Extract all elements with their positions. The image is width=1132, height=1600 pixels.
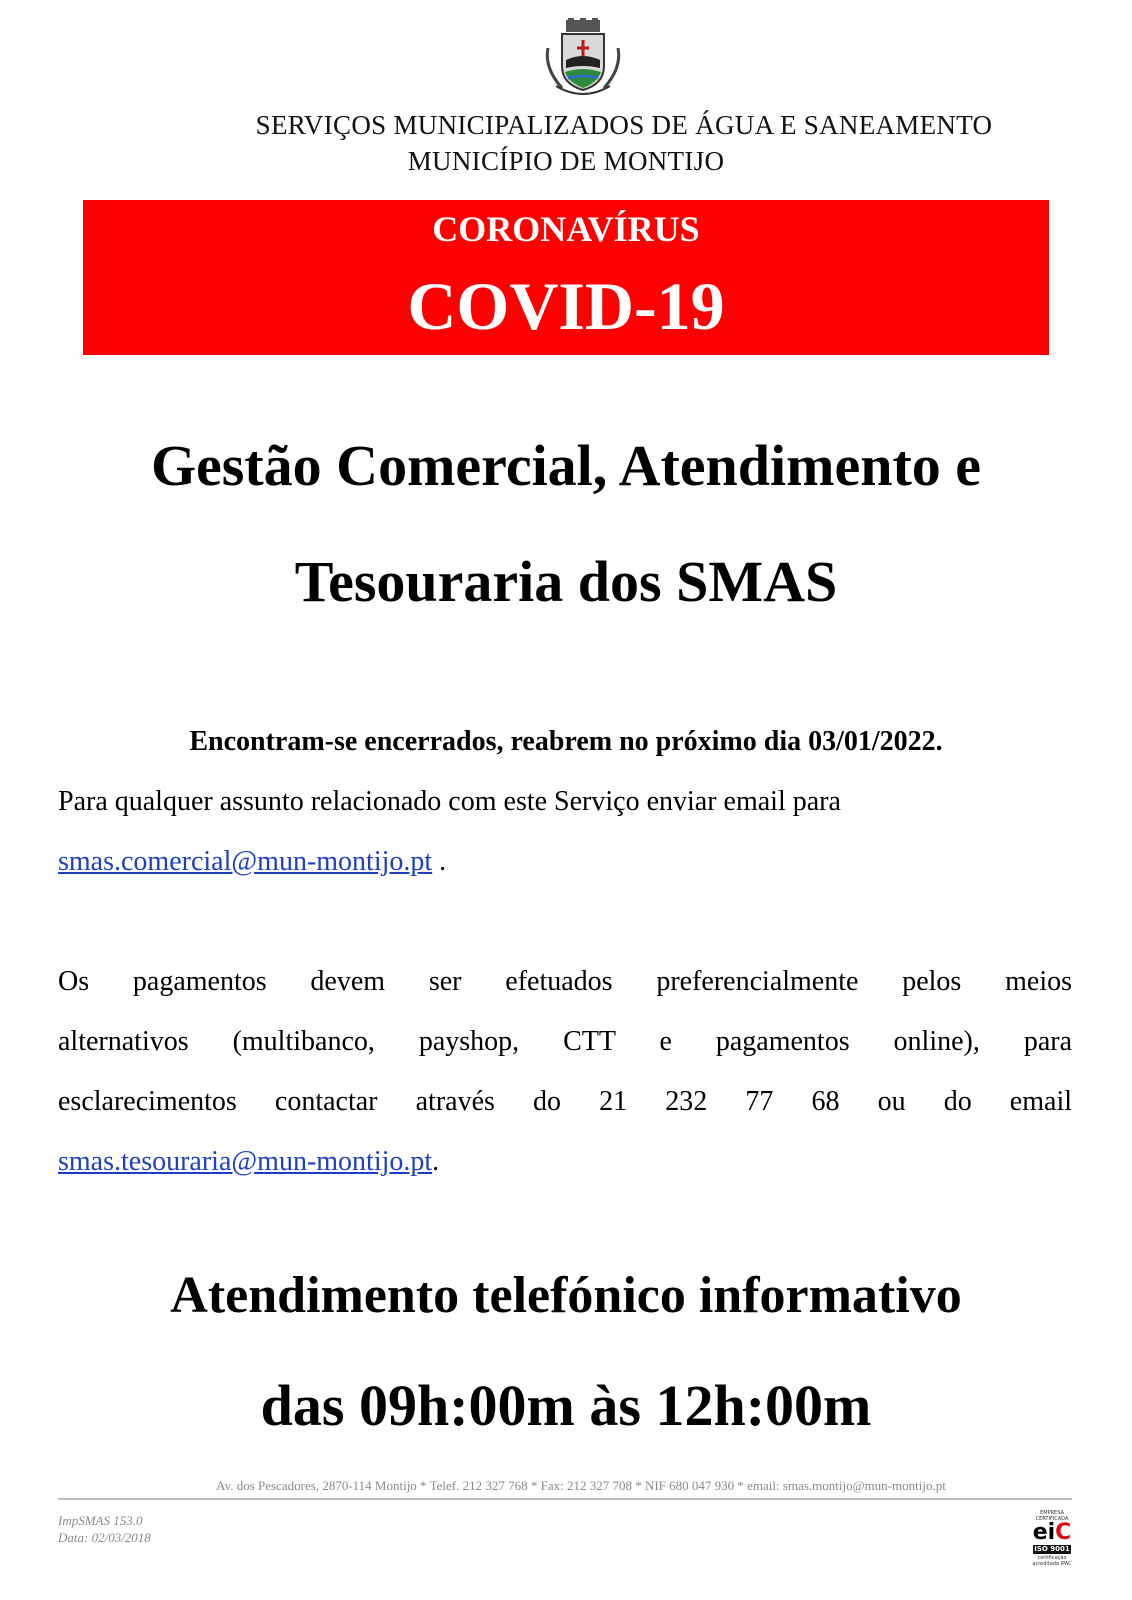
eic-logo xyxy=(1030,1522,1074,1544)
cert-top-text: EMPRESA CERTIFICADA xyxy=(1035,1510,1069,1522)
doc-ref: ImpSMAS 153.0 xyxy=(58,1513,143,1528)
payments-paragraph xyxy=(58,952,1072,1192)
payments-suffix: . xyxy=(432,1146,440,1177)
eic-logo-c: C xyxy=(1055,1520,1072,1545)
eic-logo-ei: ei xyxy=(1032,1520,1056,1545)
iso-badge: ISO 9001 xyxy=(1034,1545,1070,1553)
banner-title: COVID-19 xyxy=(407,268,725,344)
payments-line: esclarecimentos contactar através do 21 232 77 68 ou do email xyxy=(58,1086,1072,1117)
municipal-crest-logo xyxy=(542,18,624,98)
footer-address: Av. dos Pescadores, 2870-114 Montijo * Telef. 212 327 768 * Fax: 212 327 708 * NIF 680 047 930 * email: smas.montijo@mun-montijo.pt xyxy=(216,1478,946,1493)
closed-notice: Encontram-se encerrados, reabrem no próximo dia 03/01/2022. xyxy=(189,726,943,757)
phone-service-heading: Atendimento telefónico informativo xyxy=(170,1267,962,1324)
contact-text: Para qualquer assunto relacionado com este Serviço enviar email para xyxy=(58,786,841,817)
phone-service-hours: das 09h:00m às 12h:00m xyxy=(260,1373,872,1438)
cert-bottom-text: certificação acreditada IPAC xyxy=(1032,1555,1072,1567)
banner-subtitle: CORONAVÍRUS xyxy=(432,209,700,249)
payments-line: alternativos (multibanco, payshop, CTT e pagamentos online), para xyxy=(58,1026,1072,1057)
payments-email-line xyxy=(58,1132,1072,1192)
page-title-line-1: Gestão Comercial, Atendimento e xyxy=(150,433,982,498)
organization-name: SERVIÇOS MUNICIPALIZADOS DE ÁGUA E SANEAMENTO xyxy=(255,110,993,140)
contact-email-line xyxy=(58,832,1072,892)
doc-date: Data: 02/03/2018 xyxy=(58,1530,151,1545)
covid-banner xyxy=(83,200,1049,355)
treasury-email-link[interactable]: smas.tesouraria@mun-montijo.pt xyxy=(58,1146,433,1177)
page-title-line-2: Tesouraria dos SMAS xyxy=(294,549,838,614)
municipality-name: MUNICÍPIO DE MONTIJO xyxy=(407,146,725,176)
footer-divider xyxy=(58,1498,1072,1500)
payments-line: Os pagamentos devem ser efetuados preferencialmente pelos meios xyxy=(58,966,1072,997)
footer-document-ref xyxy=(58,1512,151,1546)
contact-suffix: . xyxy=(432,846,447,877)
commercial-email-link[interactable]: smas.comercial@mun-montijo.pt xyxy=(58,846,433,877)
certification-logo xyxy=(1030,1510,1074,1576)
